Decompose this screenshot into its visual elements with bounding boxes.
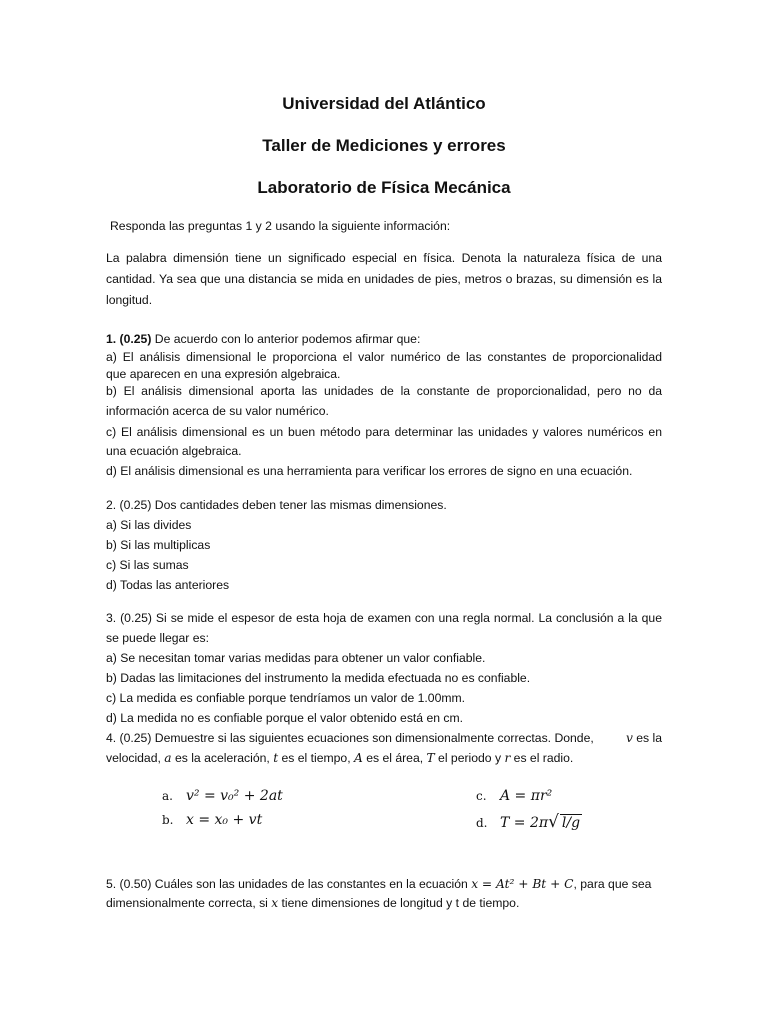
equation-a [162,788,283,804]
question-2-stem: 2. (0.25) Dos cantidades deben tener las mismas dimensiones. [106,498,447,512]
question-1-stem [106,331,662,347]
question-1-option-line: b) El análisis dimensional aporta las unidades de la constante de proporcionalidad, pero no da [106,384,662,398]
question-1-option-line: d) El análisis dimensional es una herramienta para verificar los errores de signo en una ecuación. [106,464,633,478]
question-5-stem [106,876,662,892]
def-text: el periodo y [438,751,502,765]
question-5-text: Cuáles son las unidades de las constantes en la ecuación [151,877,472,891]
question-3-option: a) Se necesitan tomar varias medidas para obtener un valor confiable. [106,651,486,665]
question-4-stem-text: 4. (0.25) Demuestre si las siguientes ecuaciones son dimensionalmente correctas. Donde, [106,731,594,745]
question-4-definitions [106,750,662,766]
question-3-stem: 3. (0.25) Si se mide el espesor de esta hoja de examen con una regla normal. La conclusión a la que [106,611,662,625]
square-root-icon: √ [548,812,559,832]
lab-title: Laboratorio de Física Mecánica [257,178,511,197]
question-2-option: c) Si las sumas [106,558,189,572]
def-text: velocidad, [106,751,161,765]
radius-symbol: r [504,751,511,765]
equation-b-label: b. [162,813,174,827]
question-5-equation: x = At² + Bt + C [471,877,574,891]
equation-c-label: c. [476,789,487,803]
question-5-text: dimensionalmente correcta, si [106,896,272,910]
equation-b-formula: x = x₀ + vt [186,812,263,828]
equation-a-label: a. [162,789,173,803]
question-3-option: c) La medida es confiable porque tendríamos un valor de 1.00mm. [106,691,466,705]
time-symbol: t [273,751,279,765]
question-3-option: b) Dadas las limitaciones del instrumento la medida efectuada no es confiable. [106,671,531,685]
question-3-stem: se puede llegar es: [106,631,209,645]
equation-d-lhs: T = 2π [500,815,549,831]
university-title: Universidad del Atlántico [282,94,486,113]
question-5-number: 5. (0.50) [106,877,152,891]
question-2-option: b) Si las multiplicas [106,538,211,552]
question-1-option-line: que aparecen en una expresión algebraica. [106,367,341,381]
question-2-option: d) Todas las anteriores [106,578,230,592]
equation-c [476,788,552,804]
question-1-option-line: información acerca de su valor numérico. [106,404,329,418]
def-text: es el área, [366,751,424,765]
intro-paragraph-line: cantidad. Ya sea que una distancia se mida en unidades de pies, metros o brazas, su dimensión es la [106,272,662,286]
question-4-stem [106,730,662,746]
question-1-option-line: a) El análisis dimensional le proporciona el valor numérico de las constantes de proporcionalidad [106,350,662,364]
equation-d-label: d. [476,816,488,830]
question-1-option-line: una ecuación algebraica. [106,444,242,458]
workshop-title: Taller de Mediciones y errores [262,136,506,155]
length-symbol: x [271,896,279,910]
question-5-text: , para que sea [573,877,652,891]
intro-paragraph-line: La palabra dimensión tiene un significado especial en física. Denota la naturaleza física de una [106,251,662,265]
def-text: es el tiempo, [281,751,351,765]
question-3-option: d) La medida no es confiable porque el valor obtenido está en cm. [106,711,464,725]
question-1-number: 1. (0.25) [106,332,152,346]
equation-d [476,812,582,832]
equation-d-radicand: l/g [561,815,581,831]
question-5-line-2 [106,895,662,911]
area-symbol: A [354,751,363,765]
equation-c-formula: A = πr² [500,788,553,804]
question-5-text: tiene dimensiones de longitud y t de tiempo. [278,896,520,910]
acceleration-symbol: a [164,751,172,765]
velocity-symbol: v [625,731,633,745]
period-symbol: T [426,751,435,765]
equation-a-formula: v² = v₀² + 2at [186,788,283,804]
intro-paragraph-line: longitud. [106,293,153,307]
question-1-option-line: c) El análisis dimensional es un buen método para determinar las unidades y valores numéricos en [106,425,662,439]
def-text: es la aceleración, [174,751,270,765]
equation-b [162,812,262,828]
def-text: es el radio. [513,751,574,765]
question-2-option: a) Si las divides [106,518,192,532]
question-4-stem-end: es la [636,731,662,745]
instruction-text: Responda las preguntas 1 y 2 usando la siguiente información: [110,219,451,233]
question-1-stem-text: De acuerdo con lo anterior podemos afirmar que: [151,332,421,346]
